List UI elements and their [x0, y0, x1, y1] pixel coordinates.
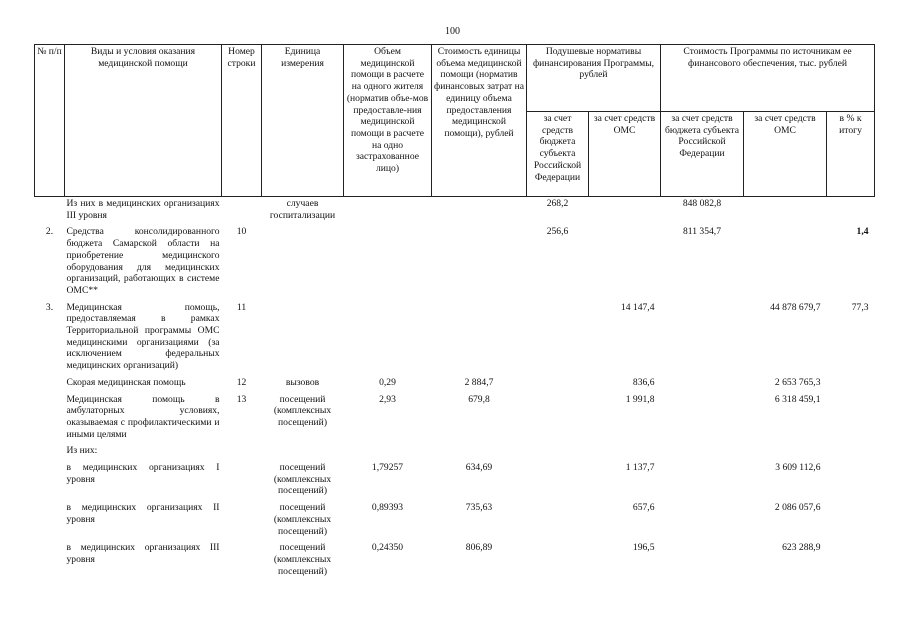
cell-pct	[827, 499, 875, 539]
table-row	[35, 391, 875, 443]
cell-unit	[262, 442, 344, 459]
cell-p-budget	[661, 459, 744, 499]
cell-pct: 77,3	[851, 301, 869, 313]
cell-unit: посещений (комплексных посещений)	[273, 502, 332, 537]
cell-name: в медицинских организациях II уровня	[66, 502, 220, 525]
header-row-number: Номер строки	[222, 45, 262, 197]
cell-no	[35, 539, 65, 579]
cell-pc-budget	[527, 539, 589, 579]
cell-p-oms	[744, 197, 827, 224]
cell-no: 2.	[45, 226, 54, 238]
header-unit: Единица измерения	[262, 45, 344, 197]
cell-pc-budget	[527, 442, 589, 459]
cell-pc-budget	[527, 499, 589, 539]
cell-name: Скорая медицинская помощь	[66, 376, 186, 388]
cell-p-budget	[661, 442, 744, 459]
cell-pct	[827, 391, 875, 443]
cell-volume	[344, 223, 432, 298]
cell-no: 3.	[45, 301, 54, 313]
cell-pc-oms	[589, 197, 661, 224]
cell-p-oms: 3 609 112,6	[775, 462, 821, 474]
cell-pc-budget	[527, 299, 589, 374]
cell-volume: 0,29	[379, 376, 396, 388]
page-number: 100	[445, 26, 460, 37]
cell-name: в медицинских организациях I уровня	[66, 462, 220, 485]
cell-row: 13	[236, 393, 247, 405]
table-row	[35, 459, 875, 499]
cell-row	[222, 442, 262, 459]
cell-unit: посещений (комплексных посещений)	[273, 462, 332, 497]
header-per-capita-oms: за счет средств ОМС	[589, 112, 661, 197]
header-unit-cost: Стоимость единицы объема медицинской помощи (норматив финансовых затрат на единицу объема предоставления медицинской помощи), рублей	[432, 45, 527, 197]
cell-cost: 2 884,7	[464, 376, 494, 388]
cell-volume: 0,89393	[371, 502, 404, 514]
cell-p-oms	[744, 442, 827, 459]
cell-name: Медицинская помощь, предоставляемая в рамках Территориальной программы ОМС медицинскими организациями (за исключением федеральных медицинских организаций)	[66, 301, 220, 372]
cell-no	[35, 197, 65, 224]
cell-row: 12	[236, 376, 247, 388]
cell-row	[222, 459, 262, 499]
cell-cost: 806,89	[465, 542, 493, 554]
cell-row	[222, 197, 262, 224]
cell-pct	[827, 374, 875, 391]
cell-pc-budget: 256,6	[546, 226, 569, 238]
cell-pc-budget: 268,2	[546, 198, 569, 209]
cell-p-budget	[661, 539, 744, 579]
cell-volume: 1,79257	[371, 462, 404, 474]
cell-pc-oms: 1 991,8	[625, 393, 655, 405]
cell-pct	[827, 197, 875, 224]
cell-name: Медицинская помощь в амбулаторных условиях, оказываемая с профилактическими и иными целями	[66, 393, 220, 440]
header-program-cost: Стоимость Программы по источникам ее финансового обеспечения, тыс. рублей	[661, 45, 875, 112]
cell-unit	[262, 299, 344, 374]
header-program-budget: за счет средств бюджета субъекта Российской Федерации	[661, 112, 744, 197]
cell-pct	[827, 442, 875, 459]
table-row	[35, 442, 875, 459]
cell-pc-oms: 836,6	[632, 376, 655, 388]
cell-cost	[432, 442, 527, 459]
cell-unit: посещений (комплексных посещений)	[273, 393, 332, 428]
cell-name: в медицинских организациях III уровня	[66, 542, 220, 565]
header-program-oms: за счет средств ОМС	[744, 112, 827, 197]
header-type: Виды и условия оказания медицинской помощи	[65, 45, 222, 197]
cell-cost: 679,8	[468, 393, 490, 405]
cell-p-oms	[744, 223, 827, 298]
table-row	[35, 197, 875, 224]
cell-p-oms: 6 318 459,1	[774, 393, 821, 405]
cell-p-budget	[661, 391, 744, 443]
cell-pc-oms: 14 147,4	[620, 301, 655, 313]
cell-pc-oms: 657,6	[632, 502, 655, 514]
header-row-1	[35, 45, 875, 112]
cell-row	[222, 499, 262, 539]
cell-volume	[344, 197, 432, 224]
cell-no	[35, 459, 65, 499]
cell-row	[222, 539, 262, 579]
cell-unit: случаев госпитализации	[269, 198, 336, 221]
header-no: № п/п	[35, 45, 65, 197]
cell-no	[35, 442, 65, 459]
cell-p-budget	[661, 374, 744, 391]
cell-pc-oms: 196,5	[632, 542, 655, 554]
cell-p-budget: 811 354,7	[682, 226, 722, 238]
cell-pct	[827, 539, 875, 579]
cell-unit: вызовов	[285, 376, 320, 388]
header-per-capita: Подушевые нормативы финансирования Программы, рублей	[527, 45, 661, 112]
cell-no	[35, 374, 65, 391]
cell-p-budget	[661, 499, 744, 539]
cell-row: 11	[236, 301, 247, 313]
table-row	[35, 223, 875, 298]
cell-pc-budget	[527, 459, 589, 499]
cell-p-oms: 2 086 057,6	[774, 502, 821, 514]
cell-row: 10	[236, 226, 247, 238]
table-row	[35, 499, 875, 539]
cell-p-budget	[661, 299, 744, 374]
cell-volume: 2,93	[379, 393, 396, 405]
table-row	[35, 539, 875, 579]
table-row	[35, 374, 875, 391]
header-program-pct: в % к итогу	[827, 112, 875, 197]
cell-pc-budget	[527, 374, 589, 391]
cell-pct: 1,4	[856, 226, 869, 238]
table-row	[35, 299, 875, 374]
cell-unit	[262, 223, 344, 298]
cell-no	[35, 391, 65, 443]
cell-name: Средства консолидированного бюджета Самарской области на приобретение медицинского оборудования для медицинских организаций, работающих в системе ОМС**	[66, 226, 220, 296]
cell-pc-oms	[589, 223, 661, 298]
cell-no	[35, 499, 65, 539]
table-body	[35, 197, 875, 580]
cell-name: Из них:	[66, 445, 98, 457]
cell-cost	[432, 197, 527, 224]
cell-volume	[344, 442, 432, 459]
cell-volume: 0,24350	[371, 542, 404, 554]
cell-p-oms: 2 653 765,3	[774, 376, 821, 388]
cell-p-budget: 848 082,8	[682, 198, 722, 209]
cell-name: Из них в медицинских организациях III уровня	[66, 198, 220, 221]
cell-cost: 634,69	[465, 462, 493, 474]
cell-pct	[827, 459, 875, 499]
header-per-capita-budget: за счет средств бюджета субъекта Российской Федерации	[527, 112, 589, 197]
cell-volume	[344, 299, 432, 374]
cell-p-oms: 44 878 679,7	[770, 301, 821, 313]
cell-cost: 735,63	[465, 502, 493, 514]
cell-pc-oms	[589, 442, 661, 459]
cell-unit: посещений (комплексных посещений)	[273, 542, 332, 577]
cell-pc-oms: 1 137,7	[625, 462, 655, 474]
program-cost-table	[34, 44, 875, 579]
header-volume: Объем медицинской помощи в расчете на одного жителя (норматив объе-мов предоставле-ния медицинской помощи в расчете на одно застрахованное лицо)	[344, 45, 432, 197]
cell-cost	[432, 299, 527, 374]
cell-pc-budget	[527, 391, 589, 443]
cell-p-oms: 623 288,9	[782, 542, 821, 554]
cell-cost	[432, 223, 527, 298]
